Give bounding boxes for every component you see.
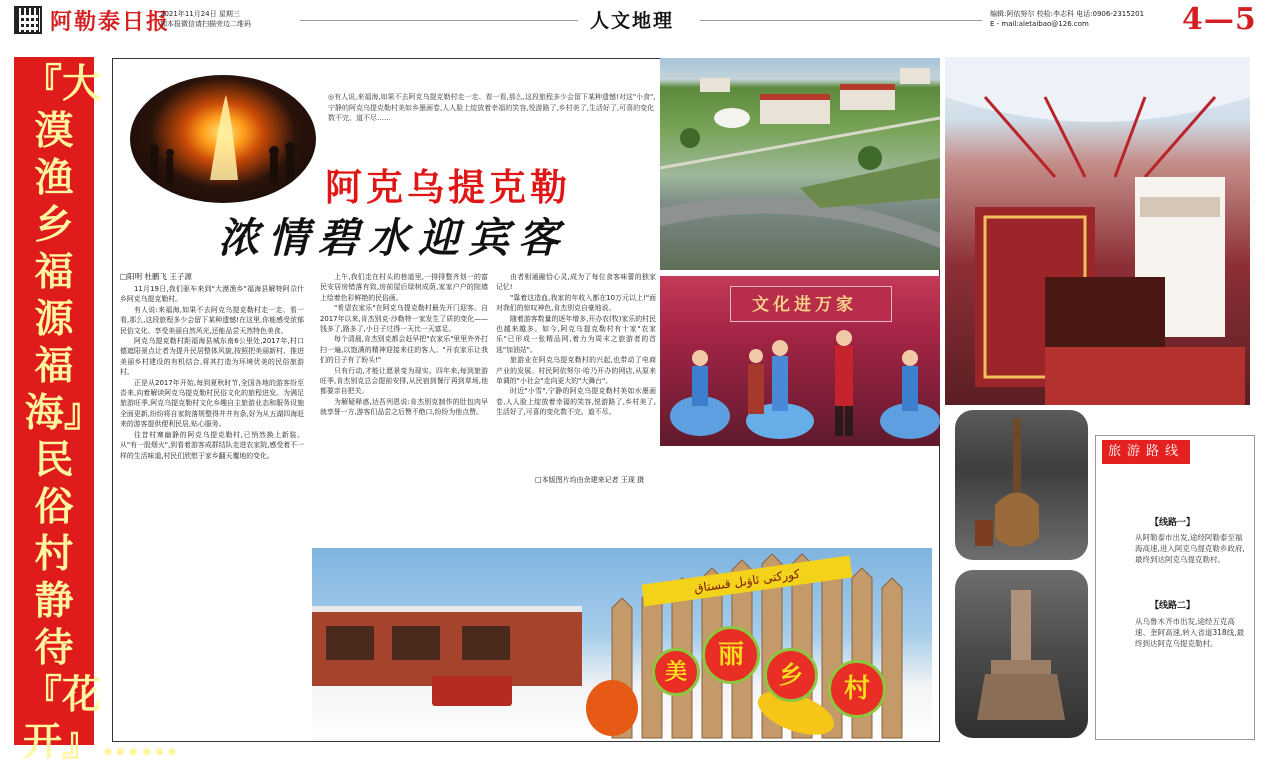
article-intro: ◎有人说,来福海,如果不去阿克乌提克勒村走一走、看一看,那么,这段旅程多少会留下某种遗憾!对这"小食",宁静的阿克乌提克勒村美如乡墨画卷,人人脸上绽放着幸福的笑容,悦游路了,乡村美了,生活好了,可喜的变化数不完、道不尽…… bbox=[328, 93, 656, 122]
wooden-artifact-photo bbox=[955, 570, 1088, 738]
route-2-text: 从乌鲁木齐市出发,途经五克高速、奎阿高速,转入省道318线,最终到达阿克乌提克勒村。 bbox=[1135, 617, 1245, 648]
paragraph: 随着游客数量的逐年增多,开办农(牧)家乐的村民也越来越多。如今,阿克乌提克勒村有十家"农家乐"已形成一张精品网,着力为周末之旅游者的首选"加油站"。 bbox=[496, 314, 656, 354]
article-column-1 bbox=[120, 284, 304, 736]
route-2-title: 【线路二】 bbox=[1150, 601, 1196, 611]
paragraph: 由者相通融恰心灵,成为了每位食客味蕾的独家记忆! bbox=[496, 273, 656, 292]
header-rule-right bbox=[700, 20, 982, 21]
dancers-icon bbox=[660, 276, 940, 446]
article-byline: □阳明 杜鹏飞 王子源 bbox=[120, 272, 192, 281]
travel-route-box bbox=[1095, 435, 1255, 740]
headline-black: 浓情碧水迎宾客 bbox=[218, 214, 568, 262]
paper-masthead: 阿勒泰日报 bbox=[50, 9, 171, 35]
paragraph: "靠着这造血,我家的年收入都在10万元以上!"面对我们的惊叹神色,肯杰别克自豪地说。 bbox=[496, 293, 656, 313]
photo-credit: □本版图片均由余建来记者 王现 摄 bbox=[535, 476, 645, 484]
aerial-village-photo bbox=[660, 58, 940, 270]
uyghur-sign: كوركتى ئاۋىل قىستاق bbox=[641, 555, 852, 606]
paragraph: 有人说:来福海,如果不去阿克乌提克勒村走一走、看一看,那么,这段旅程多少会留下某种遗憾!在这里,你能感受浓郁民俗文化、享受美丽自然风光,还能品尝天然特色美食。 bbox=[120, 305, 304, 335]
sign-char-4: 村 bbox=[828, 660, 886, 718]
travel-route-tag: 旅游路线 bbox=[1102, 440, 1190, 464]
paragraph: 往昔村寨幽静的阿克乌提克勒村,已悄然换上新装。从"有一股烟火",到看着游客成群结队走进农家院,感受着不一样的生活味道,村民们欣慰于家乡翻天覆地的变化。 bbox=[120, 430, 304, 460]
paragraph: 阿克乌提克勒村距福海县城东南6公里处,2017年,村口德遮阳景点让者为提升民居整体风貌,按照把美丽新村、推进美丽乡村建设的有机结合,将其打造为环境优美的民俗旅游村。 bbox=[120, 337, 304, 377]
article-column-2 bbox=[320, 272, 488, 540]
bonfire-photo bbox=[130, 75, 316, 203]
dombra-icon bbox=[955, 410, 1088, 560]
yurt-interior-photo bbox=[945, 57, 1250, 405]
paragraph: 11月19日,我们驱车来到"大漠渔乡"福海县解特阿尕什乡阿克乌提克勒村。 bbox=[120, 285, 304, 304]
paragraph: 上午,我们走在村头的巷道里,一排排整齐划一的富民安居房错落有致,房前屋后绿树成荫,家家户户的院墙上绘着色彩鲜艳的民俗画。 bbox=[320, 273, 488, 302]
editors-line: 编辑:阿依努尔 校检:李志科 电话:0906-2315201 bbox=[990, 10, 1145, 18]
page-header bbox=[0, 0, 1274, 40]
headline-red: 阿克乌提克勒 bbox=[325, 165, 571, 209]
paragraph: 只有行动,才能让愿景变为现实。四年来,每到旅游旺季,肯杰别克总会提前安排,从民宿到餐厅再到草场,他都要亲自把关。 bbox=[320, 366, 488, 396]
yurt-decor-icon bbox=[945, 57, 1250, 405]
wooden-press-icon bbox=[955, 570, 1088, 738]
dombra-photo bbox=[955, 410, 1088, 560]
paragraph: 每个清晨,肯杰别克都会赶早把"农家乐"里里外外打扫一遍,以饱满的精神迎接来往的客人。"开农家乐让我们的日子有了盼头!" bbox=[320, 335, 488, 365]
paragraph: "希望农家乐"在阿克乌提克勒村最先开门迎客。自2017年以来,肯杰别克·沙勒特一家发生了质的变化——钱多了,路多了,小日子过得一天比一天富足。 bbox=[320, 304, 488, 334]
email-line: E - mail:aletaibao@126.com bbox=[990, 20, 1089, 28]
village-layout-icon bbox=[660, 58, 940, 270]
paragraph: 正是从2017年开始,每到夏秋时节,全国各地的游客纷至沓来,向着解读阿克乌提克勒村民俗文化的旅程进发。为满足旅游旺季,阿克乌提克勒村文化乡趣自主旅游业态和服务设施全面更新,纷纷将自家院落规整得井井有条,好为从五湖四海赶来的游客提供便利民居,贴心服务。 bbox=[120, 378, 304, 429]
section-title: 人文地理 bbox=[590, 10, 675, 32]
paragraph: 旅游业在阿克乌提克勒村的兴起,也带动了电商产业的发展。村民阿依努尔·哈乃开办的网店,从原来单调的"小社会"走向更大的"大舞台"。 bbox=[496, 356, 656, 386]
sign-char-1: 美 bbox=[652, 648, 700, 696]
article-column-3 bbox=[496, 272, 656, 470]
date-line: 2021年11月24日 星期三 bbox=[160, 10, 240, 18]
qr-code-icon bbox=[14, 6, 42, 34]
dance-performance-photo bbox=[660, 276, 940, 446]
bonfire-figures-icon bbox=[130, 75, 316, 203]
route-1-title: 【线路一】 bbox=[1150, 518, 1196, 528]
stage-banner-text: 文化进万家 bbox=[752, 295, 857, 315]
header-rule-left bbox=[300, 20, 578, 21]
sign-char-2: 丽 bbox=[702, 626, 760, 684]
paragraph: 时近"小雪",宁静的阿克乌提克勒村美如水墨画卷,人人脸上绽放着幸福的笑容,悦游路了,乡村美了,生活好了,可喜的变化数不完、道不尽。 bbox=[496, 387, 656, 417]
paragraph: 为解疑释惑,达吾列恩说:肯杰别克制作的肚包肉早就享誉一方,游客们品尝之后赞不绝口,纷纷为他点赞。 bbox=[320, 397, 488, 417]
snowy-village-photo bbox=[312, 548, 932, 740]
route-1-text: 从阿勒泰市出发,途经阿勒泰至福海高速,进入阿克乌提克勒乡政府,最终到达阿克乌提克勒村。 bbox=[1135, 533, 1245, 564]
subscribe-note: 加本报微信请扫描旁边二维码 bbox=[160, 20, 251, 28]
side-banner-title: 『大漠渔乡 福源福海』民俗村静待『花开』…… bbox=[23, 61, 180, 765]
sign-char-3: 乡 bbox=[764, 648, 818, 702]
page-number: 4—5 bbox=[1182, 2, 1257, 37]
